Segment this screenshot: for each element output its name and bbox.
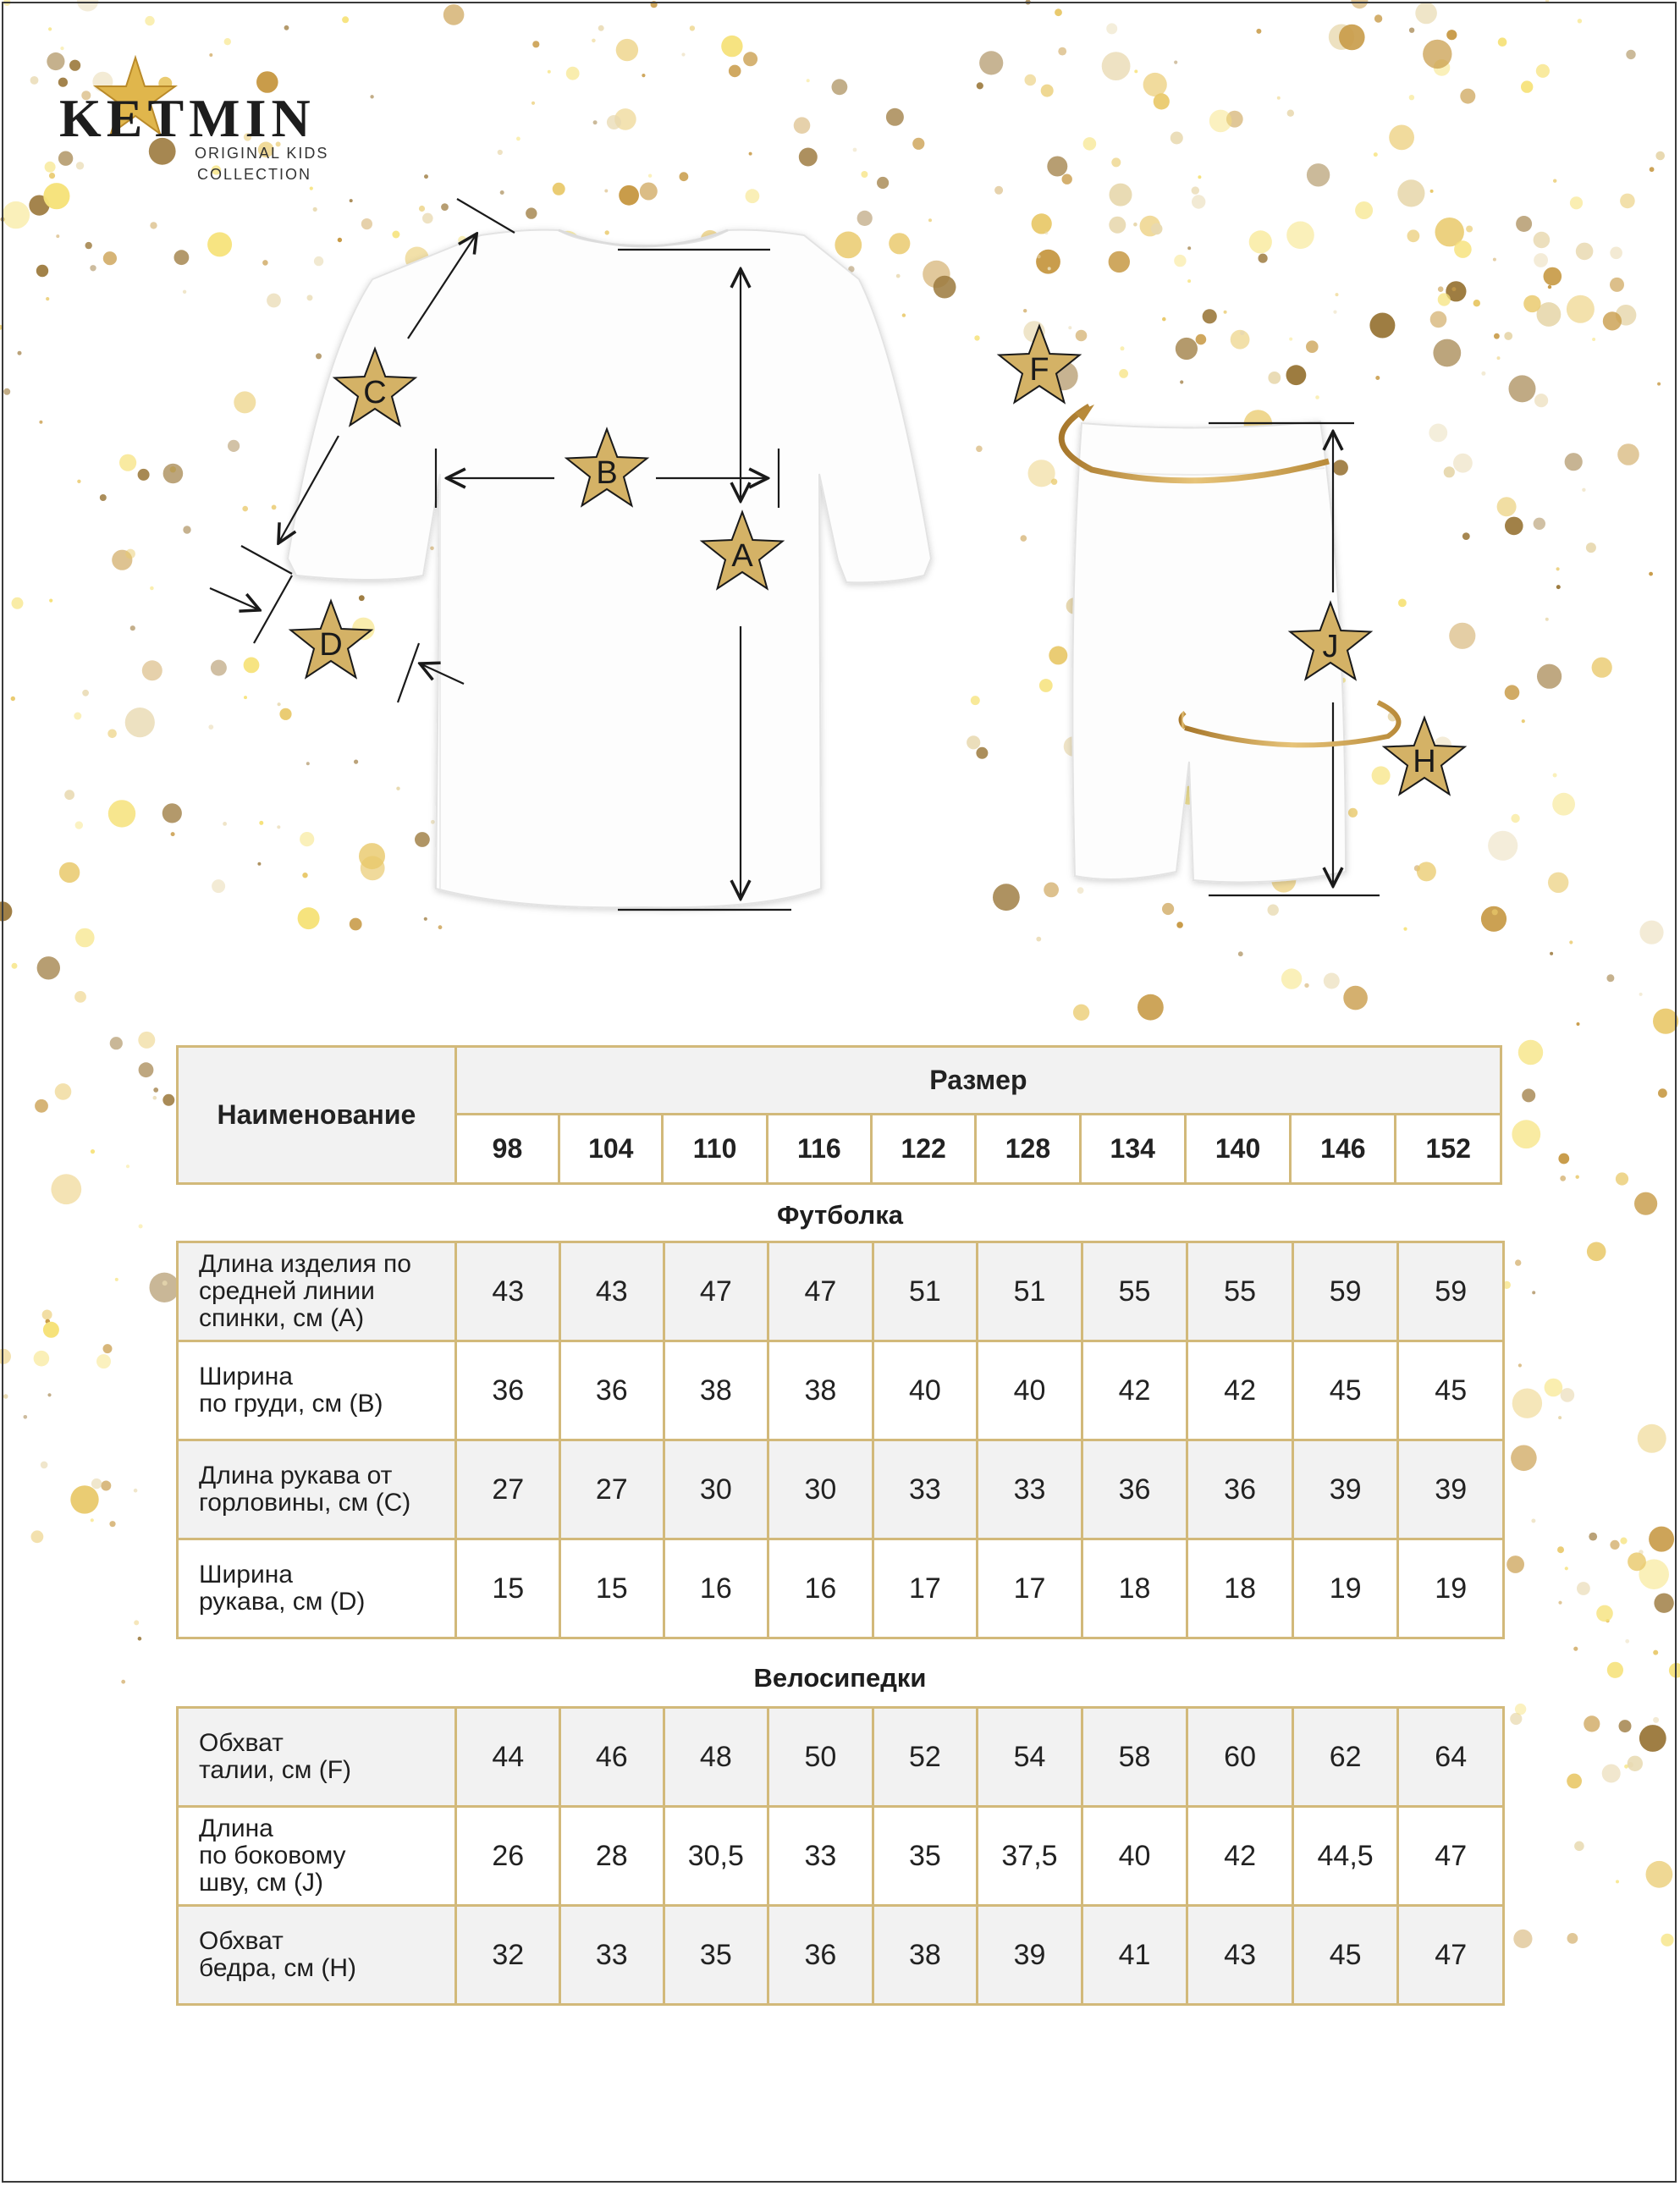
size-value-cell: 51 [978,1242,1082,1341]
row-label-line: шву, см (J) [199,1869,323,1897]
size-value-cell: 45 [1292,1906,1398,2005]
size-value-cell: 41 [1082,1906,1187,2005]
row-label-line: горловины, см (C) [199,1489,411,1517]
row-label-line: Ширина [199,1561,293,1589]
size-value-cell: 45 [1292,1341,1398,1440]
size-header-cell: 128 [976,1115,1080,1184]
size-value-cell: 43 [560,1242,664,1341]
size-value-cell: 15 [560,1539,664,1638]
brand-name: KETMIN [59,88,316,148]
size-value-cell: 44,5 [1292,1807,1398,1906]
size-value-cell: 47 [768,1242,873,1341]
size-value-cell: 43 [456,1242,560,1341]
size-header-cell: 146 [1291,1115,1396,1184]
size-value-cell: 55 [1082,1242,1187,1341]
size-value-cell: 17 [873,1539,978,1638]
size-value-cell: 42 [1187,1807,1293,1906]
row-label-line: средней линии [199,1277,375,1305]
size-header-cell: 104 [559,1115,663,1184]
row-label-line: по груди, см (B) [199,1390,383,1418]
brand-subtitle-line2: COLLECTION [197,166,312,183]
size-value-cell: 36 [456,1341,560,1440]
size-value-cell: 27 [456,1440,560,1539]
size-value-cell: 59 [1398,1242,1504,1341]
size-value-cell: 47 [664,1242,768,1341]
size-value-cell: 62 [1292,1708,1398,1807]
size-value-cell: 42 [1082,1341,1187,1440]
row-label-line: рукава, см (D) [199,1588,366,1616]
size-value-cell: 60 [1187,1708,1293,1807]
size-value-cell: 30 [768,1440,873,1539]
size-value-cell: 28 [560,1807,664,1906]
size-value-cell: 38 [768,1341,873,1440]
row-label-line: бедра, см (H) [199,1954,357,1982]
marker-label-tshirt_length: A [731,538,753,574]
size-value-cell: 36 [768,1906,873,2005]
header-size: Размер [455,1047,1501,1115]
size-value-cell: 16 [768,1539,873,1638]
size-value-cell: 15 [456,1539,560,1638]
marker-label-tshirt_sleeve_width: D [319,627,343,663]
size-value-cell: 43 [1187,1906,1293,2005]
size-value-cell: 35 [664,1906,768,2005]
size-value-cell: 47 [1398,1807,1504,1906]
size-value-cell: 36 [560,1341,664,1440]
header-name: Наименование [178,1047,456,1184]
size-value-cell: 39 [1398,1440,1504,1539]
size-header-cell: 122 [872,1115,976,1184]
size-value-cell: 59 [1292,1242,1398,1341]
row-label-line: талии, см (F) [199,1756,352,1784]
size-value-cell: 35 [873,1807,978,1906]
size-value-cell: 48 [664,1708,768,1807]
size-value-cell: 19 [1292,1539,1398,1638]
size-value-cell: 42 [1187,1341,1293,1440]
size-value-cell: 46 [560,1708,664,1807]
marker-label-shorts_waist: F [1029,352,1049,388]
marker-label-shorts_hip: H [1413,744,1436,779]
size-value-cell: 36 [1187,1440,1293,1539]
size-value-cell: 64 [1398,1708,1504,1807]
size-value-cell: 26 [456,1807,560,1906]
size-value-cell: 51 [873,1242,978,1341]
marker-label-tshirt_chest: B [596,455,618,491]
size-value-cell: 18 [1187,1539,1293,1638]
marker-label-shorts_side_length: J [1322,629,1339,664]
size-value-cell: 33 [873,1440,978,1539]
size-header-cell: 140 [1185,1115,1290,1184]
size-value-cell: 33 [768,1807,873,1906]
size-value-cell: 33 [978,1440,1082,1539]
size-value-cell: 45 [1398,1341,1504,1440]
size-header-cell: 134 [1080,1115,1185,1184]
size-value-cell: 47 [1398,1906,1504,2005]
size-value-cell: 36 [1082,1440,1187,1539]
size-value-cell: 38 [873,1906,978,2005]
size-value-cell: 50 [768,1708,873,1807]
size-value-cell: 55 [1187,1242,1293,1341]
size-header-cell: 116 [767,1115,871,1184]
size-value-cell: 39 [1292,1440,1398,1539]
size-value-cell: 27 [560,1440,664,1539]
page-border [2,2,1677,2183]
size-header-cell: 110 [663,1115,767,1184]
size-value-cell: 40 [873,1341,978,1440]
row-label-line: Длина [199,1814,273,1842]
marker-label-tshirt_sleeve_length: C [363,375,387,410]
size-value-cell: 19 [1398,1539,1504,1638]
row-label-line: Ширина [199,1363,293,1390]
size-value-cell: 38 [664,1341,768,1440]
row-label-line: спинки, см (A) [199,1304,365,1332]
size-value-cell: 44 [456,1708,560,1807]
size-header-cell: 98 [455,1115,559,1184]
size-value-cell: 33 [560,1906,664,2005]
size-value-cell: 30,5 [664,1807,768,1906]
section-title-shorts: Велосипедки [753,1663,927,1693]
size-value-cell: 30 [664,1440,768,1539]
brand-subtitle-line1: ORIGINAL KIDS [195,145,329,162]
size-value-cell: 39 [978,1906,1082,2005]
row-label-line: Обхват [199,1927,284,1955]
size-value-cell: 18 [1082,1539,1187,1638]
section-title-tshirt: Футболка [776,1200,904,1230]
size-value-cell: 37,5 [978,1807,1082,1906]
row-label-line: Длина изделия по [199,1250,411,1278]
row-label-line: Обхват [199,1729,284,1757]
size-header-cell: 152 [1396,1115,1501,1184]
row-label-line: Длина рукава от [199,1462,393,1489]
size-value-cell: 58 [1082,1708,1187,1807]
size-value-cell: 32 [456,1906,560,2005]
size-value-cell: 54 [978,1708,1082,1807]
size-value-cell: 40 [978,1341,1082,1440]
size-value-cell: 52 [873,1708,978,1807]
row-label-line: по боковому [199,1842,346,1869]
size-value-cell: 17 [978,1539,1082,1638]
size-value-cell: 16 [664,1539,768,1638]
size-value-cell: 40 [1082,1807,1187,1906]
